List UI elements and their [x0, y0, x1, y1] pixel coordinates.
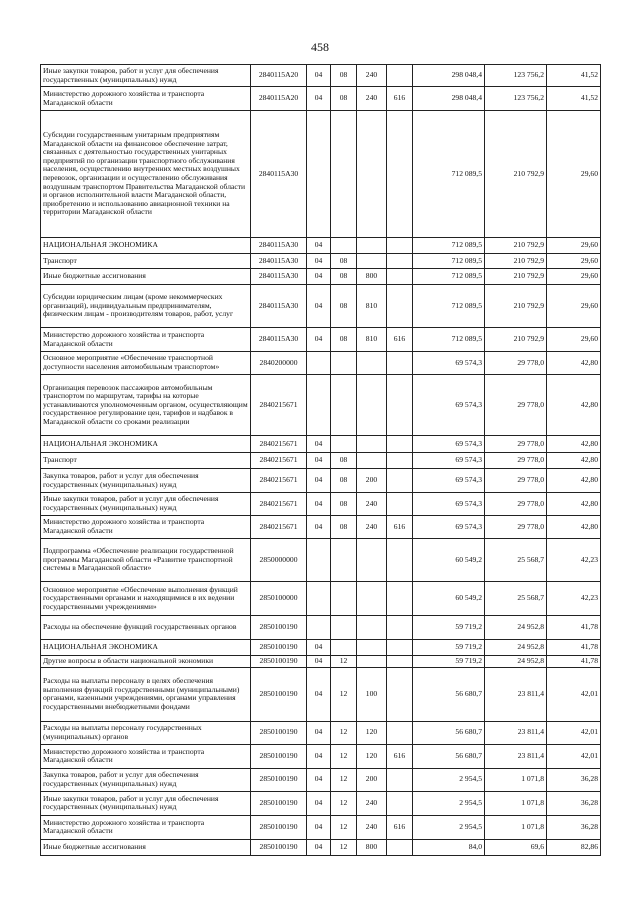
cell-percent: 42,80 — [547, 516, 601, 539]
cell-executed: 29 778,0 — [485, 352, 547, 375]
cell-percent: 42,01 — [547, 667, 601, 721]
cell-name: Субсидии государственным унитарным предприятиям Магаданской области на финансовое обеспечение затрат, связанных с деятельностью государственных унитарных предприятий по организации транспортного обслуживания населения, осуществлению внутренних местных воздушных перевозок, организации и осуществлению обслуживания воздушным транспортом Правительства Магаданской области и органов исполнительной власти Магаданской области, приобретению и использованию авиационной техники на территории Магаданской области — [41, 111, 251, 238]
cell-name: Расходы на обеспечение функций государственных органов — [41, 616, 251, 640]
table-row — [41, 469, 601, 493]
cell-expense-type: 240 — [357, 791, 387, 815]
cell-percent: 29,60 — [547, 238, 601, 254]
table-row — [41, 328, 601, 352]
cell-plan: 69 574,3 — [413, 516, 485, 539]
cell-expense-type — [357, 616, 387, 640]
cell-section: 04 — [307, 815, 331, 839]
cell-admin — [387, 493, 413, 516]
cell-name: Транспорт — [41, 453, 251, 469]
cell-code: 2840115A30 — [251, 328, 307, 352]
cell-percent: 41,52 — [547, 65, 601, 87]
cell-code: 2850100190 — [251, 656, 307, 668]
cell-subsection — [331, 539, 357, 582]
cell-percent: 42,01 — [547, 744, 601, 768]
cell-name: Иные закупки товаров, работ и услуг для обеспечения государственных (муниципальных) нужд — [41, 65, 251, 87]
cell-code: 2840115A30 — [251, 238, 307, 254]
cell-code: 2840115A30 — [251, 254, 307, 269]
cell-admin: 616 — [387, 744, 413, 768]
cell-code: 2840215671 — [251, 375, 307, 436]
cell-expense-type: 120 — [357, 721, 387, 744]
cell-subsection: 12 — [331, 791, 357, 815]
cell-section: 04 — [307, 328, 331, 352]
cell-executed: 210 792,9 — [485, 328, 547, 352]
cell-code: 2850100190 — [251, 815, 307, 839]
cell-admin — [387, 254, 413, 269]
cell-admin — [387, 656, 413, 668]
cell-subsection — [331, 111, 357, 238]
table-row — [41, 436, 601, 453]
cell-expense-type: 800 — [357, 839, 387, 855]
cell-name: Министерство дорожного хозяйства и транспорта Магаданской области — [41, 744, 251, 768]
cell-section: 04 — [307, 65, 331, 87]
budget-table — [40, 64, 601, 856]
cell-plan: 59 719,2 — [413, 616, 485, 640]
cell-subsection: 08 — [331, 254, 357, 269]
table-row — [41, 375, 601, 436]
cell-plan: 56 680,7 — [413, 721, 485, 744]
cell-executed: 23 811,4 — [485, 721, 547, 744]
cell-admin — [387, 436, 413, 453]
cell-expense-type — [357, 453, 387, 469]
cell-code: 2850100190 — [251, 768, 307, 791]
cell-executed: 24 952,8 — [485, 656, 547, 668]
cell-admin — [387, 352, 413, 375]
cell-plan: 84,0 — [413, 839, 485, 855]
cell-percent: 42,23 — [547, 539, 601, 582]
cell-plan: 298 048,4 — [413, 65, 485, 87]
table-row — [41, 516, 601, 539]
cell-code: 2840215671 — [251, 436, 307, 453]
cell-admin — [387, 453, 413, 469]
cell-percent: 41,78 — [547, 656, 601, 668]
cell-expense-type — [357, 375, 387, 436]
cell-code: 2840115A30 — [251, 111, 307, 238]
table-row — [41, 721, 601, 744]
cell-subsection: 12 — [331, 839, 357, 855]
cell-admin: 616 — [387, 328, 413, 352]
cell-code: 2850100190 — [251, 791, 307, 815]
cell-section: 04 — [307, 285, 331, 328]
cell-code: 2840215671 — [251, 453, 307, 469]
cell-admin — [387, 768, 413, 791]
cell-subsection — [331, 582, 357, 616]
cell-percent: 42,80 — [547, 352, 601, 375]
table-row — [41, 539, 601, 582]
cell-expense-type — [357, 640, 387, 656]
cell-percent: 42,23 — [547, 582, 601, 616]
cell-plan: 712 089,5 — [413, 285, 485, 328]
table-row — [41, 656, 601, 668]
cell-plan: 69 574,3 — [413, 436, 485, 453]
cell-expense-type: 240 — [357, 516, 387, 539]
cell-admin — [387, 269, 413, 285]
table-row — [41, 667, 601, 721]
cell-code: 2850100190 — [251, 839, 307, 855]
cell-name: Подпрограмма «Обеспечение реализации государственной программы Магаданской области «Развитие транспортной системы в Магаданской области» — [41, 539, 251, 582]
cell-code: 2840215671 — [251, 493, 307, 516]
cell-name: Министерство дорожного хозяйства и транспорта Магаданской области — [41, 516, 251, 539]
cell-expense-type: 200 — [357, 469, 387, 493]
table-row — [41, 815, 601, 839]
cell-percent: 29,60 — [547, 328, 601, 352]
table-row — [41, 453, 601, 469]
cell-admin — [387, 238, 413, 254]
cell-plan: 69 574,3 — [413, 375, 485, 436]
cell-plan: 69 574,3 — [413, 493, 485, 516]
cell-subsection: 08 — [331, 516, 357, 539]
cell-subsection: 08 — [331, 269, 357, 285]
cell-subsection — [331, 640, 357, 656]
table-row — [41, 238, 601, 254]
table-row — [41, 87, 601, 111]
cell-code: 2840115A30 — [251, 269, 307, 285]
cell-subsection: 12 — [331, 721, 357, 744]
table-row — [41, 768, 601, 791]
cell-expense-type: 200 — [357, 768, 387, 791]
cell-admin — [387, 616, 413, 640]
cell-plan: 56 680,7 — [413, 744, 485, 768]
cell-expense-type: 800 — [357, 269, 387, 285]
cell-executed: 69,6 — [485, 839, 547, 855]
cell-expense-type — [357, 352, 387, 375]
cell-section: 04 — [307, 453, 331, 469]
cell-name: Министерство дорожного хозяйства и транспорта Магаданской области — [41, 87, 251, 111]
cell-code: 2840115A20 — [251, 65, 307, 87]
cell-subsection — [331, 616, 357, 640]
cell-executed: 29 778,0 — [485, 469, 547, 493]
cell-subsection: 12 — [331, 744, 357, 768]
cell-expense-type — [357, 582, 387, 616]
cell-subsection: 08 — [331, 469, 357, 493]
cell-percent: 42,01 — [547, 721, 601, 744]
cell-section: 04 — [307, 238, 331, 254]
cell-subsection — [331, 352, 357, 375]
cell-percent: 41,52 — [547, 87, 601, 111]
cell-section — [307, 111, 331, 238]
cell-subsection: 08 — [331, 285, 357, 328]
cell-code: 2850100190 — [251, 640, 307, 656]
cell-code: 2840115A30 — [251, 285, 307, 328]
cell-executed: 29 778,0 — [485, 453, 547, 469]
table-row — [41, 111, 601, 238]
table-row — [41, 744, 601, 768]
cell-subsection — [331, 238, 357, 254]
cell-section — [307, 616, 331, 640]
cell-subsection: 08 — [331, 65, 357, 87]
cell-name: Закупка товаров, работ и услуг для обеспечения государственных (муниципальных) нужд — [41, 469, 251, 493]
cell-plan: 712 089,5 — [413, 111, 485, 238]
cell-name: Другие вопросы в области национальной экономики — [41, 656, 251, 668]
cell-executed: 123 756,2 — [485, 87, 547, 111]
cell-plan: 56 680,7 — [413, 667, 485, 721]
cell-name: НАЦИОНАЛЬНАЯ ЭКОНОМИКА — [41, 436, 251, 453]
cell-executed: 29 778,0 — [485, 493, 547, 516]
cell-plan: 2 954,5 — [413, 815, 485, 839]
page-number: 458 — [311, 40, 329, 54]
cell-expense-type — [357, 539, 387, 582]
cell-executed: 1 071,8 — [485, 815, 547, 839]
cell-executed: 23 811,4 — [485, 744, 547, 768]
table-row — [41, 352, 601, 375]
cell-section: 04 — [307, 516, 331, 539]
cell-admin — [387, 582, 413, 616]
cell-code: 2840215671 — [251, 469, 307, 493]
cell-executed: 1 071,8 — [485, 791, 547, 815]
cell-executed: 29 778,0 — [485, 375, 547, 436]
cell-admin — [387, 667, 413, 721]
cell-percent: 42,80 — [547, 493, 601, 516]
table-row — [41, 839, 601, 855]
cell-code: 2850100190 — [251, 721, 307, 744]
cell-name: Иные закупки товаров, работ и услуг для обеспечения государственных (муниципальных) нужд — [41, 493, 251, 516]
cell-executed: 123 756,2 — [485, 65, 547, 87]
table-row — [41, 493, 601, 516]
cell-section: 04 — [307, 721, 331, 744]
cell-expense-type — [357, 254, 387, 269]
cell-admin — [387, 539, 413, 582]
table-row — [41, 616, 601, 640]
cell-code: 2840115A20 — [251, 87, 307, 111]
cell-subsection — [331, 375, 357, 436]
cell-subsection — [331, 436, 357, 453]
cell-name: Организация перевозок пассажиров автомобильным транспортом по маршрутам, тарифы на которые устанавливаются уполномоченным органом, осуществляющим государственное регулирование цен, тарифов и надбавок в Магаданской области со сроками реализации — [41, 375, 251, 436]
cell-plan: 712 089,5 — [413, 254, 485, 269]
cell-executed: 24 952,8 — [485, 640, 547, 656]
cell-name: Министерство дорожного хозяйства и транспорта Магаданской области — [41, 815, 251, 839]
cell-plan: 2 954,5 — [413, 768, 485, 791]
cell-admin — [387, 285, 413, 328]
cell-section: 04 — [307, 436, 331, 453]
cell-section: 04 — [307, 744, 331, 768]
cell-name: Министерство дорожного хозяйства и транспорта Магаданской области — [41, 328, 251, 352]
cell-executed: 210 792,9 — [485, 285, 547, 328]
cell-section — [307, 352, 331, 375]
cell-section — [307, 539, 331, 582]
cell-plan: 60 549,2 — [413, 539, 485, 582]
cell-section: 04 — [307, 667, 331, 721]
cell-name: НАЦИОНАЛЬНАЯ ЭКОНОМИКА — [41, 640, 251, 656]
cell-name: Транспорт — [41, 254, 251, 269]
cell-plan: 60 549,2 — [413, 582, 485, 616]
table-row — [41, 285, 601, 328]
cell-code: 2850100190 — [251, 667, 307, 721]
cell-admin: 616 — [387, 815, 413, 839]
cell-name: Расходы на выплаты персоналу государственных (муниципальных) органов — [41, 721, 251, 744]
cell-executed: 210 792,9 — [485, 111, 547, 238]
cell-percent: 42,80 — [547, 436, 601, 453]
cell-subsection: 08 — [331, 328, 357, 352]
cell-expense-type — [357, 436, 387, 453]
cell-code: 2850100000 — [251, 582, 307, 616]
cell-subsection: 12 — [331, 768, 357, 791]
cell-expense-type — [357, 656, 387, 668]
cell-expense-type: 240 — [357, 493, 387, 516]
cell-subsection: 08 — [331, 493, 357, 516]
cell-subsection: 12 — [331, 667, 357, 721]
cell-expense-type: 120 — [357, 744, 387, 768]
cell-admin — [387, 375, 413, 436]
cell-admin — [387, 791, 413, 815]
cell-plan: 69 574,3 — [413, 352, 485, 375]
cell-percent: 41,78 — [547, 616, 601, 640]
cell-section: 04 — [307, 87, 331, 111]
cell-section: 04 — [307, 469, 331, 493]
cell-expense-type: 240 — [357, 87, 387, 111]
cell-expense-type: 240 — [357, 815, 387, 839]
table-row — [41, 582, 601, 616]
cell-admin — [387, 65, 413, 87]
cell-percent: 29,60 — [547, 111, 601, 238]
cell-name: Иные бюджетные ассигнования — [41, 269, 251, 285]
cell-admin — [387, 469, 413, 493]
cell-percent: 42,80 — [547, 453, 601, 469]
cell-section: 04 — [307, 254, 331, 269]
cell-executed: 210 792,9 — [485, 238, 547, 254]
cell-section — [307, 582, 331, 616]
cell-section — [307, 375, 331, 436]
cell-name: Иные бюджетные ассигнования — [41, 839, 251, 855]
cell-code: 2840215671 — [251, 516, 307, 539]
cell-admin — [387, 111, 413, 238]
cell-section: 04 — [307, 269, 331, 285]
cell-section: 04 — [307, 839, 331, 855]
cell-plan: 712 089,5 — [413, 269, 485, 285]
cell-subsection: 08 — [331, 453, 357, 469]
cell-plan: 712 089,5 — [413, 238, 485, 254]
cell-plan: 59 719,2 — [413, 656, 485, 668]
cell-expense-type: 810 — [357, 285, 387, 328]
cell-percent: 29,60 — [547, 285, 601, 328]
table-row — [41, 254, 601, 269]
cell-executed: 29 778,0 — [485, 436, 547, 453]
cell-percent: 41,78 — [547, 640, 601, 656]
cell-percent: 36,28 — [547, 791, 601, 815]
cell-percent: 29,60 — [547, 269, 601, 285]
cell-subsection: 08 — [331, 87, 357, 111]
cell-name: Основное мероприятие «Обеспечение выполнения функций государственными органами и находящимися в их ведении государственными учреждениями» — [41, 582, 251, 616]
cell-plan: 298 048,4 — [413, 87, 485, 111]
cell-section: 04 — [307, 656, 331, 668]
cell-plan: 712 089,5 — [413, 328, 485, 352]
cell-executed: 1 071,8 — [485, 768, 547, 791]
cell-plan: 69 574,3 — [413, 453, 485, 469]
cell-percent: 42,80 — [547, 375, 601, 436]
cell-expense-type: 100 — [357, 667, 387, 721]
cell-section: 04 — [307, 640, 331, 656]
cell-code: 2850100190 — [251, 616, 307, 640]
cell-executed: 25 568,7 — [485, 582, 547, 616]
cell-plan: 2 954,5 — [413, 791, 485, 815]
cell-percent: 36,28 — [547, 768, 601, 791]
table-row — [41, 65, 601, 87]
cell-percent: 29,60 — [547, 254, 601, 269]
cell-section: 04 — [307, 768, 331, 791]
cell-executed: 210 792,9 — [485, 269, 547, 285]
cell-executed: 23 811,4 — [485, 667, 547, 721]
cell-code: 2850100190 — [251, 744, 307, 768]
cell-code: 2840200000 — [251, 352, 307, 375]
cell-percent: 82,86 — [547, 839, 601, 855]
cell-section: 04 — [307, 791, 331, 815]
cell-executed: 210 792,9 — [485, 254, 547, 269]
cell-code: 2850000000 — [251, 539, 307, 582]
cell-percent: 36,28 — [547, 815, 601, 839]
cell-subsection: 12 — [331, 815, 357, 839]
cell-admin — [387, 640, 413, 656]
cell-name: Иные закупки товаров, работ и услуг для обеспечения государственных (муниципальных) нужд — [41, 791, 251, 815]
cell-executed: 29 778,0 — [485, 516, 547, 539]
table-row — [41, 640, 601, 656]
cell-expense-type: 240 — [357, 65, 387, 87]
cell-name: Расходы на выплаты персоналу в целях обеспечения выполнения функций государственными (муниципальными) органами, казенными учреждениями, органами управления государственными внебюджетными фондами — [41, 667, 251, 721]
cell-admin: 616 — [387, 87, 413, 111]
cell-executed: 25 568,7 — [485, 539, 547, 582]
cell-executed: 24 952,8 — [485, 616, 547, 640]
cell-percent: 42,80 — [547, 469, 601, 493]
cell-expense-type — [357, 238, 387, 254]
cell-subsection: 12 — [331, 656, 357, 668]
cell-name: Основное мероприятие «Обеспечение транспортной доступности населения автомобильным транспортом» — [41, 352, 251, 375]
cell-section: 04 — [307, 493, 331, 516]
budget-table-body — [41, 65, 601, 856]
cell-admin: 616 — [387, 516, 413, 539]
cell-admin — [387, 721, 413, 744]
cell-expense-type: 810 — [357, 328, 387, 352]
table-row — [41, 269, 601, 285]
cell-name: НАЦИОНАЛЬНАЯ ЭКОНОМИКА — [41, 238, 251, 254]
cell-name: Субсидии юридическим лицам (кроме некоммерческих организаций), индивидуальным предпринимателям, физическим лицам - производителям товаров, работ, услуг — [41, 285, 251, 328]
cell-plan: 69 574,3 — [413, 469, 485, 493]
table-row — [41, 791, 601, 815]
cell-plan: 59 719,2 — [413, 640, 485, 656]
cell-name: Закупка товаров, работ и услуг для обеспечения государственных (муниципальных) нужд — [41, 768, 251, 791]
cell-admin — [387, 839, 413, 855]
cell-expense-type — [357, 111, 387, 238]
